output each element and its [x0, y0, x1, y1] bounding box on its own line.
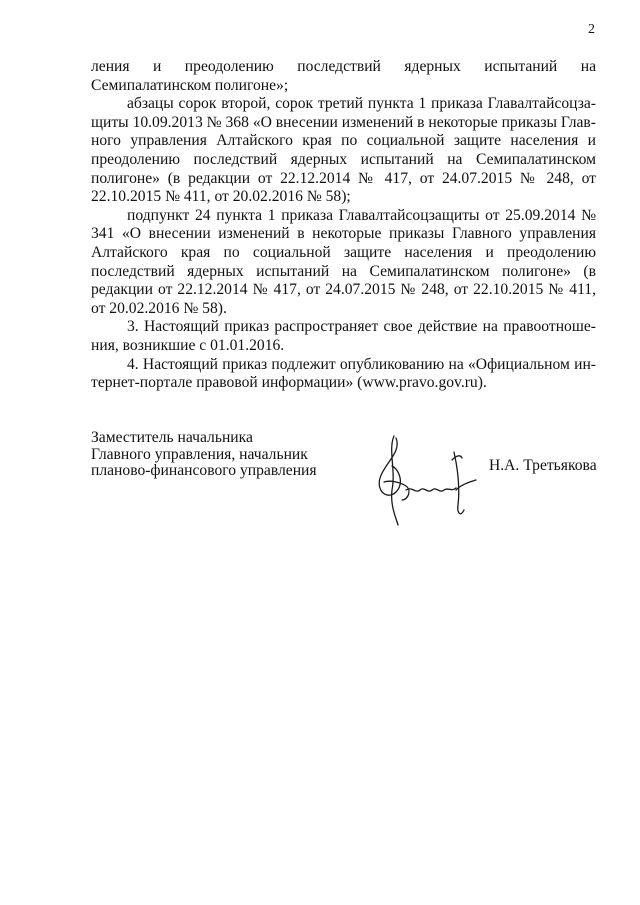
paragraph-item-3: 3. Настоящий приказ распространяет свое действие на правоотношения, возникшие с 01.01.2016.: [91, 318, 596, 354]
paragraph-item-abzatsy: абзацы сорок второй, сорок третий пункта 1 приказа Главалтайсоцзащиты 10.09.2013 № 368 «О внесении изменений в некоторые приказы Главного управления Алтайского края по социальной защите населения и преодолению последствий ядерных испытаний на Семипалатинском полигоне» (в редакции от 22.12.2014 № 417, от 24.07.2015 № 248, от 22.10.2015 № 411, от 20.02.2016 № 58);: [91, 95, 596, 206]
signature-block: [91, 430, 596, 520]
signatory-title-line: планово-финансового управления: [91, 462, 317, 479]
paragraph-item-4: 4. Настоящий приказ подлежит опубликованию на «Официальном интернет-портале правовой информации» (www.pravo.gov.ru).: [91, 355, 596, 392]
document-body: [91, 58, 596, 393]
page-number: 2: [588, 22, 595, 37]
signatory-name: Н.А. Третьякова: [489, 457, 597, 474]
signatory-title-line: Главного управления, начальник: [91, 445, 308, 463]
signatory-title: [91, 430, 317, 480]
paragraph-continuation: ления и преодолению последствий ядерных испытаний на Семипалатинском полигоне»;: [91, 58, 596, 94]
handwritten-signature: [366, 430, 486, 530]
paragraph-item-podpunkt: подпункт 24 пункта 1 приказа Главалтайсоцзащиты от 25.09.2014 № 341 «О внесении изменений в некоторые приказы Главного управления Алтайского края по социальной защите населения и преодолению последствий ядерных испытаний на Семипалатинском полигоне» (в редакции от 22.12.2014 № 417, от 24.07.2015 № 248, от 22.10.2015 № 411, от 20.02.2016 № 58).: [91, 206, 596, 317]
signatory-title-line: Заместитель начальника: [91, 429, 253, 446]
